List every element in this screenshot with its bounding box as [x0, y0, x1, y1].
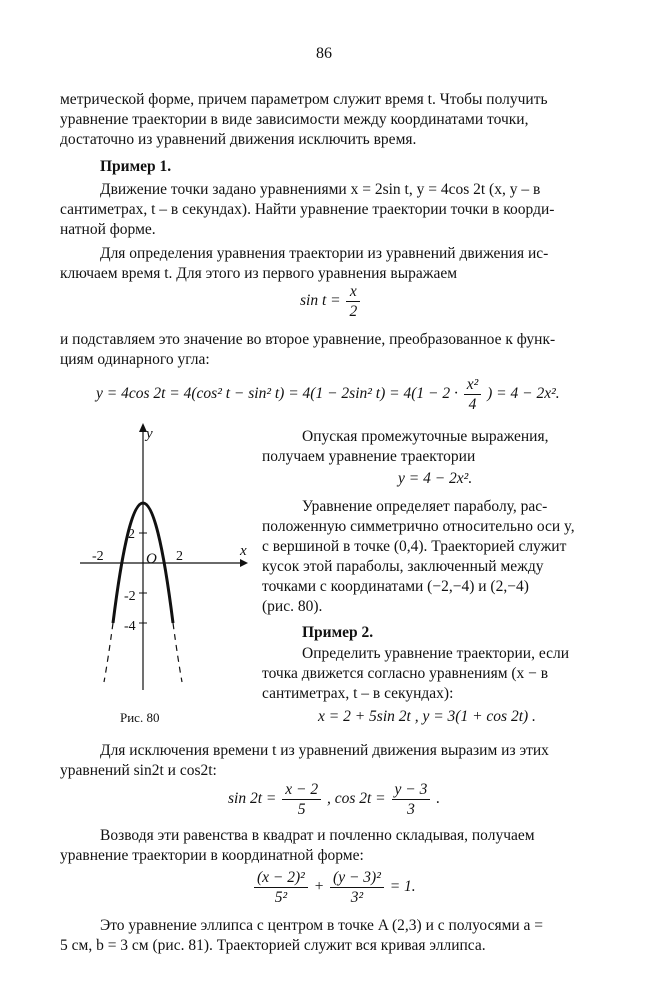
text-line: и подставляем это значение во второе уравнение, преобразованное к функ-: [60, 331, 556, 348]
text-line: Для исключения времени t из уравнений движения выразим из этих: [100, 742, 549, 759]
text-line: Для определения уравнения траектории из уравнений движения ис-: [100, 245, 549, 262]
example-2-paragraph-3: [60, 826, 618, 866]
text-line: с вершиной в точке (0,4). Траекторией служит: [262, 538, 567, 555]
text-line: Движение точки задано уравнениями x = 2sin t, y = 4cos 2t (x, y – в: [100, 181, 541, 198]
denominator: 4: [468, 396, 477, 413]
example-1-paragraph-5: [262, 497, 617, 617]
figure-80-caption: Рис. 80: [120, 710, 160, 725]
example-1-paragraph-4: [262, 427, 615, 467]
x-axis-arrow: [240, 559, 248, 567]
intro-paragraph: [60, 90, 615, 150]
y-tick-label-neg-4: -4: [124, 619, 136, 634]
text-line: уравнений sin2t и cos2t:: [60, 762, 217, 779]
fraction: [254, 868, 308, 907]
y-tick-label-2: 2: [128, 527, 135, 542]
fraction: [346, 282, 360, 321]
equation-part: = 1.: [389, 878, 416, 896]
example-2-task: [262, 644, 617, 704]
example-1-paragraph-3: [60, 330, 618, 370]
text-line: уравнение траектории в координатной форме:: [60, 847, 364, 864]
example-1-paragraph-2: [60, 244, 618, 284]
text-line: получаем уравнение траектории: [262, 448, 476, 465]
equation-part: sin 2t =: [228, 790, 277, 808]
text-line: ключаем время t. Для этого из первого уравнения выражаем: [60, 265, 458, 282]
text-line: сантиметрах, t – в секундах):: [262, 685, 454, 702]
equation-ellipse: [252, 868, 416, 907]
denominator: 5²: [274, 889, 288, 906]
page-number: 86: [316, 45, 332, 62]
equation-part: , cos 2t =: [326, 790, 386, 808]
equation-y-substitution: [96, 375, 560, 414]
equation-lhs: sin t =: [300, 292, 341, 310]
fraction: [330, 868, 384, 907]
x-tick-label-2: 2: [176, 549, 183, 564]
fraction: [464, 375, 482, 414]
text-line: метрической форме, причем параметром служит время t. Чтобы получить: [60, 91, 548, 108]
origin-label: O: [146, 551, 157, 567]
text-line: точка движется согласно уравнениям (x − в: [262, 665, 549, 682]
text-line: достаточно из уравнений движения исключить время.: [60, 131, 417, 148]
denominator: 3²: [350, 889, 364, 906]
text-line: (рис. 80).: [262, 598, 323, 615]
text-line: положенную симметрично относительно оси y,: [262, 518, 575, 535]
fraction: [392, 780, 431, 819]
text-line: Это уравнение эллипса с центром в точке A (2,3) и с полуосями a =: [100, 917, 544, 934]
text-line: сантиметрах, t – в секундах). Найти уравнение траектории точки в коорди-: [60, 201, 555, 218]
text-line: Опуская промежуточные выражения,: [302, 428, 549, 445]
example-1-heading: Пример 1.: [100, 158, 172, 175]
text-line: Уравнение определяет параболу, рас-: [302, 498, 548, 515]
denominator: 2: [349, 303, 358, 320]
text-line: Возводя эти равенства в квадрат и почленно складывая, получаем: [100, 827, 535, 844]
numerator: x − 2: [282, 780, 321, 800]
text-line: точками с координатами (−2,−4) и (2,−4): [262, 578, 529, 595]
fraction: [282, 780, 321, 819]
numerator: (x − 2)²: [254, 868, 308, 888]
denominator: 3: [407, 801, 415, 818]
numerator: x: [346, 282, 360, 302]
text-line: кусок этой параболы, заключенный между: [262, 558, 544, 575]
y-tick-label-neg-2: -2: [124, 589, 136, 604]
x-tick-label-neg-2: -2: [92, 549, 104, 564]
y-axis-label: y: [146, 426, 153, 442]
equation-sin-cos: [228, 780, 440, 819]
text-line: натной форме.: [60, 221, 156, 238]
equation-sin-t: [300, 282, 362, 321]
equation-part: ) = 4 − 2x².: [487, 385, 560, 403]
text-line: Определить уравнение траектории, если: [302, 645, 570, 662]
equation-trajectory: y = 4 − 2x².: [398, 470, 473, 487]
example-2-paragraph-2: [60, 741, 618, 781]
parabola-extension-right: [173, 623, 182, 682]
equation-part: +: [313, 878, 325, 896]
equation-part: .: [436, 790, 441, 808]
equation-motion: x = 2 + 5sin 2t , y = 3(1 + cos 2t) .: [318, 708, 536, 725]
equation-part: y = 4cos 2t = 4(cos² t − sin² t) = 4(1 − 2sin² t) = 4(1 − 2 ·: [96, 385, 458, 403]
example-2-paragraph-4: [60, 916, 618, 956]
text-line: циям одинарного угла:: [60, 351, 210, 368]
figure-80-parabola: [80, 420, 255, 700]
example-2-heading: Пример 2.: [302, 624, 374, 641]
example-1-task: [60, 180, 618, 240]
numerator: x²: [464, 375, 482, 395]
x-axis-label: x: [240, 543, 247, 559]
numerator: y − 3: [392, 780, 431, 800]
parabola-extension-left: [104, 623, 113, 682]
denominator: 5: [297, 801, 306, 818]
text-line: уравнение траектории в виде зависимости между координатами точки,: [60, 111, 529, 128]
text-line: 5 см, b = 3 см (рис. 81). Траекторией служит вся кривая эллипса.: [60, 937, 486, 954]
numerator: (y − 3)²: [330, 868, 384, 888]
